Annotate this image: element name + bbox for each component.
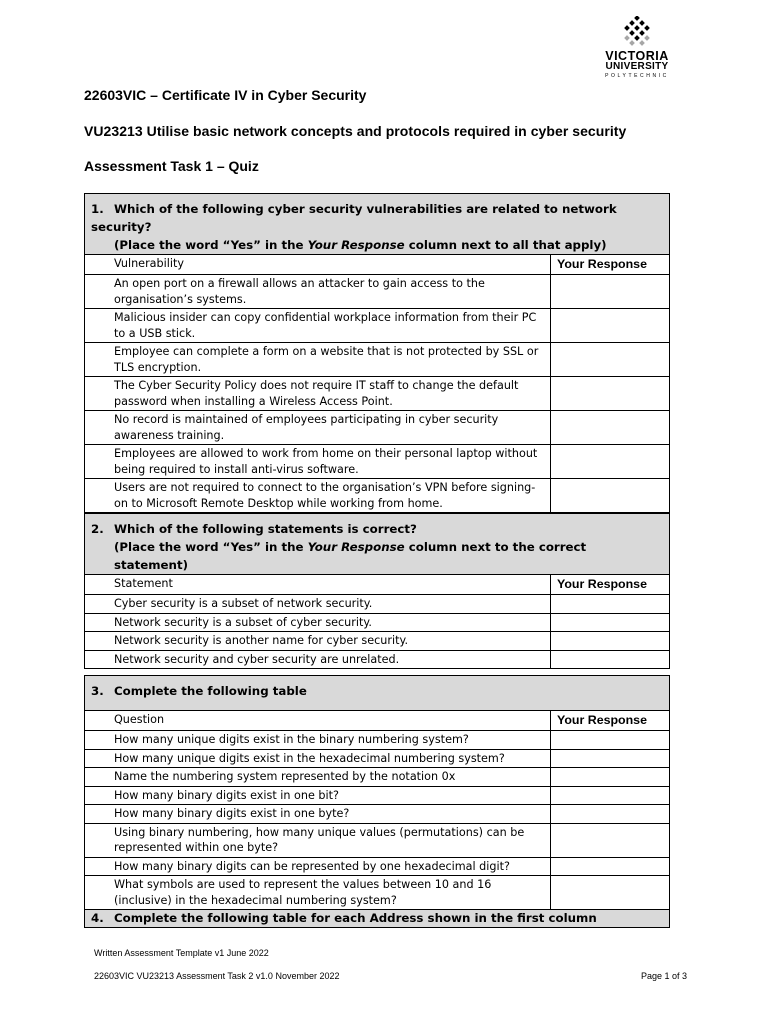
response-cell[interactable] [551,479,670,513]
table-row: The Cyber Security Policy does not require IT staff to change the default password when installing a Wireless Access Point. [85,377,551,411]
table-row: Cyber security is a subset of network security. [85,595,551,614]
response-cell[interactable] [551,876,670,910]
response-cell[interactable] [551,768,670,787]
logo-text-university: UNIVERSITY [605,61,669,72]
table-row: How many unique digits exist in the hexadecimal numbering system? [85,749,551,768]
table-row: Employees are allowed to work from home on their personal laptop without being required to install anti-virus software. [85,445,551,479]
table-row: Network security and cyber security are unrelated. [85,650,551,669]
response-cell[interactable] [551,632,670,651]
table-row: How many binary digits exist in one bit? [85,786,551,805]
question-number: 3. [91,684,104,698]
question-number: 2. [91,522,104,536]
question-2-table [84,513,670,669]
footer-template-version: Written Assessment Template v1 June 2022 [94,948,269,958]
course-title: 22603VIC – Certificate IV in Cyber Security [84,87,367,103]
table-row: Name the numbering system represented by the notation 0x [85,768,551,787]
footer-page-number: Page 1 of 3 [640,971,687,981]
table-row: Malicious insider can copy confidential workplace information from their PC to a USB stick. [85,309,551,343]
table-row: No record is maintained of employees participating in cyber security awareness training. [85,411,551,445]
table-row: How many binary digits exist in one byte? [85,805,551,824]
question-3-text: Complete the following table [114,684,307,698]
table-row: How many unique digits exist in the binary numbering system? [85,731,551,750]
table-row: Network security is a subset of cyber security. [85,613,551,632]
table-row: Using binary numbering, how many unique values (permutations) can be represented within one byte? [85,823,551,857]
question-1-header [85,194,670,255]
column-header-vulnerability: Vulnerability [85,255,551,275]
question-4-header [85,910,670,928]
logo-text-victoria: VICTORIA [605,49,669,63]
column-header-question: Question [85,711,551,731]
column-header-statement: Statement [85,575,551,595]
question-1-instruction: (Place the word “Yes” in the Your Response column next to all that apply) [114,238,607,252]
response-cell[interactable] [551,805,670,824]
question-1-text: Which of the following cyber security vulnerabilities are related to network security? [91,202,617,234]
response-cell[interactable] [551,857,670,876]
column-header-response: Your Response [551,255,670,275]
column-header-response: Your Response [551,711,670,731]
question-number: 1. [91,202,104,216]
table-row: Network security is another name for cyber security. [85,632,551,651]
response-cell[interactable] [551,613,670,632]
response-cell[interactable] [551,411,670,445]
question-3-table [84,675,670,928]
question-2-header [85,514,670,575]
response-cell[interactable] [551,343,670,377]
response-cell[interactable] [551,275,670,309]
table-row: An open port on a firewall allows an attacker to gain access to the organisation’s systems. [85,275,551,309]
question-4-text: Complete the following table for each Address shown in the first column [114,911,597,925]
response-cell[interactable] [551,445,670,479]
response-cell[interactable] [551,823,670,857]
table-row: What symbols are used to represent the values between 10 and 16 (inclusive) in the hexadecimal numbering system? [85,876,551,910]
response-cell[interactable] [551,309,670,343]
response-cell[interactable] [551,595,670,614]
table-row: Employee can complete a form on a website that is not protected by SSL or TLS encryption. [85,343,551,377]
question-1-table [84,193,670,513]
vu-diamond-logo-icon [621,16,653,48]
footer-document-id: 22603VIC VU23213 Assessment Task 2 v1.0 November 2022 [94,971,340,981]
response-cell[interactable] [551,650,670,669]
question-number: 4. [91,911,104,925]
response-cell[interactable] [551,377,670,411]
logo-text-polytechnic: POLYTECHNIC [605,73,669,79]
task-title: Assessment Task 1 – Quiz [84,158,259,174]
university-logo [598,16,676,78]
response-cell[interactable] [551,786,670,805]
response-cell[interactable] [551,731,670,750]
question-3-header [85,676,670,711]
column-header-response: Your Response [551,575,670,595]
response-cell[interactable] [551,749,670,768]
question-2-instruction: (Place the word “Yes” in the Your Response column next to the correct statement) [114,540,587,572]
unit-title: VU23213 Utilise basic network concepts and protocols required in cyber security [84,123,627,139]
table-row: How many binary digits can be represented by one hexadecimal digit? [85,857,551,876]
table-row: Users are not required to connect to the organisation’s VPN before signing-on to Microsoft Remote Desktop while working from home. [85,479,551,513]
question-2-text: Which of the following statements is correct? [114,522,417,536]
